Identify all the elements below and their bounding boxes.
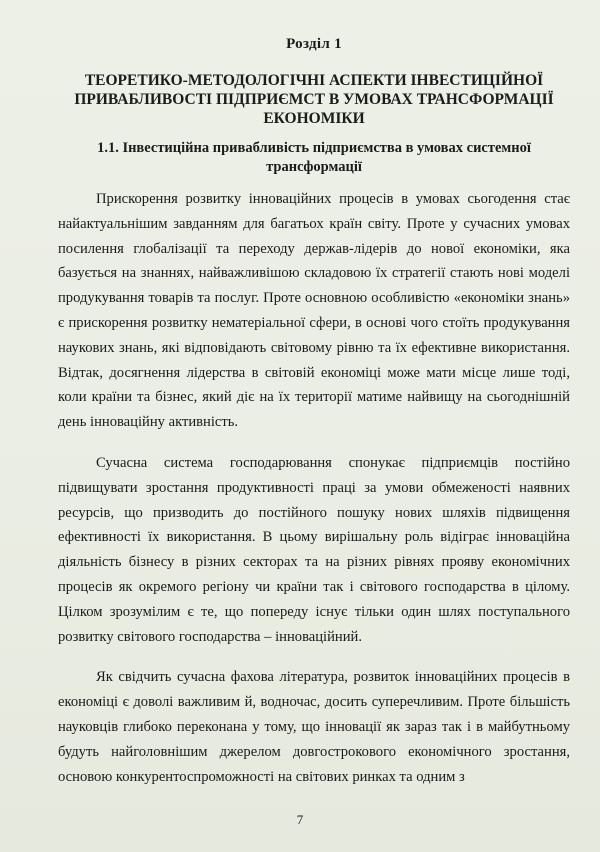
paragraph-1: Прискорення розвитку інноваційних процесів в умовах сьогодення стає найактуальнішим завданням для багатьох країн світу. Проте у сучасних умовах посилення глобалізації та переходу держав-лідерів до нової економіки, яка базується на знаннях, найважливішою складовою їх стратегії стають нові моделі продукування товарів та послуг. Проте основною особливістю «економіки знань» є прискорення розвитку нематеріальної сфери, в основі чого стоїть продукування наукових знань, які відповідають світовому рівню та їх ефективне використання. Відтак, досягнення лідерства в світовій економіці може мати місце лише тоді, коли країни та бізнес, який діє на їх території матиме найвищу на сьогоднішній день інноваційну активність. <box>58 191 570 431</box>
page-number: 7 <box>296 812 304 827</box>
paragraph-2: Сучасна система господарювання спонукає підприємців постійно підвищувати зростання продуктивності праці за умови обмеженості наявних ресурсів, що призводить до постійного пошуку нових шляхів підвищення ефективності їх використання. В цьому вирішальну роль відіграє інноваційна діяльність бізнесу в різних секторах та на різних рівнях прояву економічних процесів як окремого регіону чи країни так і світового господарства в цілому. Цілком зрозумілим є те, що попереду існує тільки один шлях поступального розвитку світового господарства – інноваційний. <box>58 454 570 645</box>
chapter-title: ТЕОРЕТИКО-МЕТОДОЛОГІЧНІ АСПЕКТИ ІНВЕСТИЦІЙНОЇ ПРИВАБЛИВОСТІ ПІДПРИЄМСТ В УМОВАХ ТРАНСФОРМАЦІЇ ЕКОНОМІКИ <box>74 72 554 127</box>
subsection-title: 1.1. Інвестиційна привабливість підприємства в умовах системної трансформації <box>97 140 531 175</box>
section-label: Розділ 1 <box>286 36 342 52</box>
paragraph-3: Як свідчить сучасна фахова література, розвиток інноваційних процесів в економіці є доволі важливим й, водночас, досить суперечливим. Проте більшість науковців глибоко переконана у тому, що інновації як зараз так і в майбутньому будуть найголовнішим джерелом довгострокового економічного зростання, основою конкурентоспроможності на світових ринках та одним з <box>58 669 570 785</box>
